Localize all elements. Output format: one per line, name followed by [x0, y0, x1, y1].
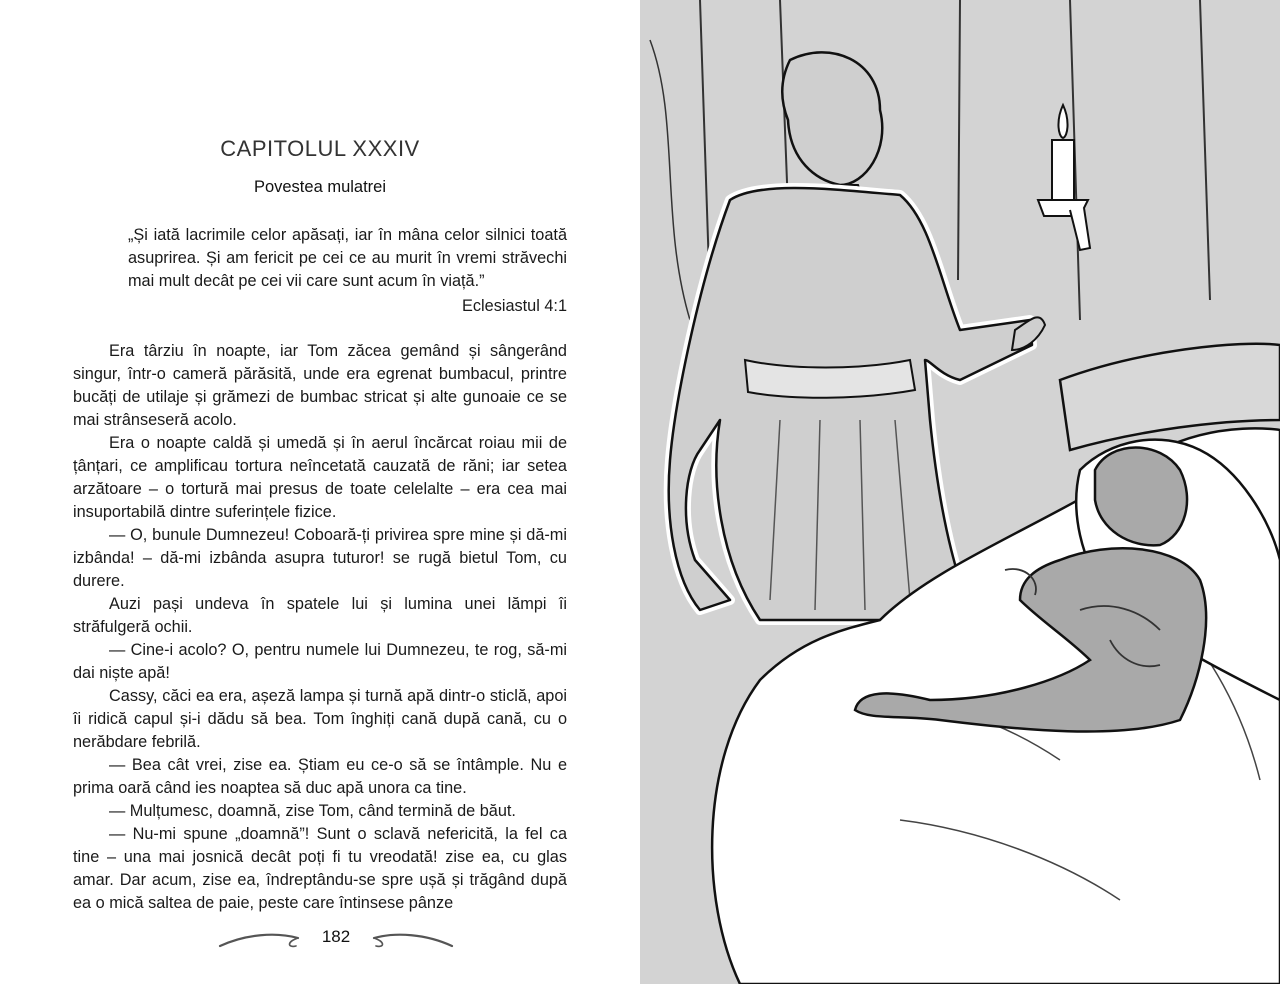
page-footer	[216, 924, 456, 954]
epigraph-text: „Și iată lacrimile celor apăsați, iar în mâna celor silnici toată asuprirea. Și am fericit pe cei ce au murit în vremi străvechi mai mult decât pe cei vii care sunt acum în viață.”	[128, 226, 567, 290]
chapter-subtitle: Povestea mulatrei	[253, 178, 387, 196]
paragraph: Cassy, căci ea era, așeză lampa și turnă apă dintr-o sticlă, apoi îi ridică capul și-i dădu să bea. Tom înghiți cană după cană, cu o nerăbdare febrilă.	[73, 687, 567, 751]
illustration-drawing	[640, 0, 1280, 984]
chapter-body	[73, 340, 567, 915]
paragraph: — Cine-i acolo? O, pentru numele lui Dumnezeu, te rog, să-mi dai niște apă!	[73, 641, 567, 682]
paragraph: Era târziu în noapte, iar Tom zăcea gemând și sângerând singur, într-o cameră părăsită, unde era egrenat bumbacul, printre bucăți de utilaje și grămezi de bumbac stricat și alte gunoaie ce se mai strânseseră acolo.	[73, 342, 567, 429]
chapter-title: CAPITOLUL XXXIV	[220, 136, 420, 161]
paragraph: Era o noapte caldă și umedă și în aerul încărcat roiau mii de țânțari, ce amplificau tortura neîncetată cauzată de răni; iar setea arzătoare – o tortură mai presus de toate celelalte – era cea mai insuportabilă dintre suferințele fizice.	[73, 434, 567, 521]
paragraph: Auzi pași undeva în spatele lui și lumina unei lămpi îi străfulgeră ochii.	[73, 595, 567, 636]
epigraph-quote	[128, 224, 567, 293]
page-number: 182	[321, 927, 351, 946]
paragraph: — O, bunule Dumnezeu! Coboară-ți privirea spre mine și dă-mi izbânda! – dă-mi izbânda asupra tuturor! se rugă bietul Tom, cu durere.	[73, 526, 567, 590]
paragraph: — Nu-mi spune „doamnă”! Sunt o sclavă nefericită, la fel ca tine – una mai josnică decât poți fi tu vreodată! zise ea, cu glas amar. Dar acum, zise ea, îndreptându-se spre ușă și trăgând după ea o mică saltea de paie, peste care întinsese pânze	[73, 825, 567, 912]
epigraph-source: Eclesiastul 4:1	[462, 297, 567, 315]
paragraph: — Mulțumesc, doamnă, zise Tom, când termină de băut.	[109, 802, 516, 820]
paragraph: — Bea cât vrei, zise ea. Știam eu ce-o să se întâmple. Nu e prima oară când ies noaptea să duc apă unora ca tine.	[73, 756, 567, 797]
illustration-cassy-and-tom	[640, 0, 1280, 984]
